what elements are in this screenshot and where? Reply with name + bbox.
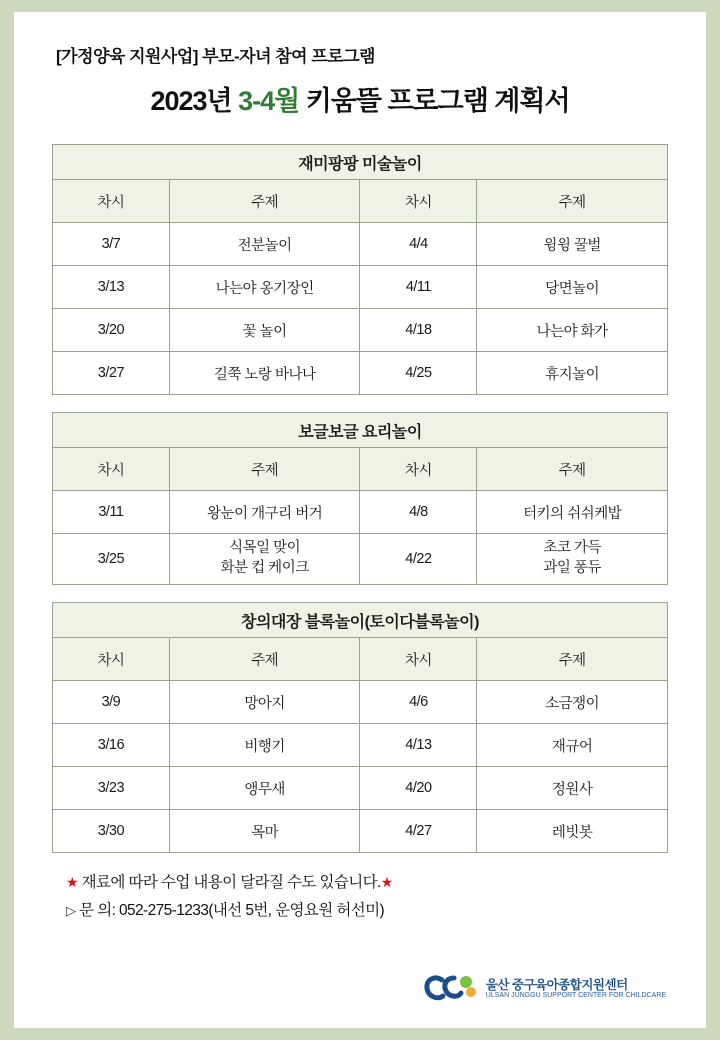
table-header-row <box>53 638 668 681</box>
column-header: 차시 <box>53 638 170 681</box>
cell-session: 3/7 <box>53 223 170 266</box>
cell-topic: 터키의 쉬쉬케밥 <box>477 491 668 534</box>
table-row <box>53 724 668 767</box>
cell-topic: 당면놀이 <box>477 266 668 309</box>
cell-session: 3/13 <box>53 266 170 309</box>
footer-logo <box>424 972 666 1006</box>
cell-topic: 비행기 <box>169 724 360 767</box>
notes-block <box>52 870 668 920</box>
cell-session: 4/4 <box>360 223 477 266</box>
table-row <box>53 767 668 810</box>
cell-session: 4/6 <box>360 681 477 724</box>
cell-topic: 레빗봇 <box>477 810 668 853</box>
section-title-row <box>53 145 668 180</box>
note-contact <box>66 898 668 920</box>
cell-session: 3/30 <box>53 810 170 853</box>
cell-topic: 전분놀이 <box>169 223 360 266</box>
title-suffix: 키움뜰 프로그램 계획서 <box>299 86 570 116</box>
cell-topic: 목마 <box>169 810 360 853</box>
triangle-bullet-icon: ▷ <box>66 903 76 918</box>
section-title: 보글보글 요리놀이 <box>53 413 668 448</box>
cell-topic: 정원사 <box>477 767 668 810</box>
page-title <box>42 79 678 118</box>
cell-topic: 왕눈이 개구리 버거 <box>169 491 360 534</box>
document-subtitle: [가정양육 지원사업] 부모-자녀 참여 프로그램 <box>56 47 375 66</box>
column-header: 주제 <box>477 180 668 223</box>
star-icon: ★ <box>66 874 78 890</box>
document-page <box>14 12 706 1028</box>
cell-topic: 나는야 옹기장인 <box>169 266 360 309</box>
cell-topic: 꽃 놀이 <box>169 309 360 352</box>
center-logo-icon <box>424 972 478 1006</box>
note-materials <box>66 870 668 892</box>
note-contact-text: 문 의: 052-275-1233(내선 5번, 운영요원 허선미) <box>79 902 385 919</box>
table-row <box>53 534 668 585</box>
title-accent: 3-4월 <box>238 86 300 116</box>
section-title: 재미팡팡 미술놀이 <box>53 145 668 180</box>
table-row <box>53 266 668 309</box>
cell-session: 3/11 <box>53 491 170 534</box>
column-header: 주제 <box>477 638 668 681</box>
cell-topic: 초코 가득 과일 퐁듀 <box>477 534 668 585</box>
table-row <box>53 309 668 352</box>
table-header-row <box>53 448 668 491</box>
section-title: 창의대장 블록놀이(토이다블록놀이) <box>53 603 668 638</box>
column-header: 차시 <box>53 180 170 223</box>
note-materials-text: 재료에 따라 수업 내용이 달라질 수도 있습니다. <box>81 874 381 891</box>
table-row <box>53 352 668 395</box>
cell-session: 4/18 <box>360 309 477 352</box>
column-header: 주제 <box>169 180 360 223</box>
column-header: 차시 <box>360 180 477 223</box>
star-icon: ★ <box>380 874 393 890</box>
cell-topic: 앵무새 <box>169 767 360 810</box>
footer-org <box>486 978 666 1000</box>
cell-session: 3/27 <box>53 352 170 395</box>
column-header: 차시 <box>360 638 477 681</box>
footer-org-en: ULSAN JUNGGU SUPPORT CENTER FOR CHILDCARE <box>485 992 666 1000</box>
table-row <box>53 491 668 534</box>
column-header: 차시 <box>53 448 170 491</box>
program-table-cooking <box>52 412 668 585</box>
footer-org-kr: 울산 중구육아종합지원센터 <box>485 977 628 992</box>
cell-topic: 윙윙 꿀벌 <box>477 223 668 266</box>
program-table-blocks <box>52 602 668 853</box>
table-row <box>53 681 668 724</box>
table-row <box>53 810 668 853</box>
table-row <box>53 223 668 266</box>
cell-topic: 재규어 <box>477 724 668 767</box>
column-header: 주제 <box>477 448 668 491</box>
cell-topic: 소금쟁이 <box>477 681 668 724</box>
cell-topic: 식목일 맞이 화분 컵 케이크 <box>169 534 360 585</box>
cell-topic: 휴지놀이 <box>477 352 668 395</box>
table-header-row <box>53 180 668 223</box>
cell-topic: 망아지 <box>169 681 360 724</box>
cell-session: 3/23 <box>53 767 170 810</box>
column-header: 주제 <box>169 638 360 681</box>
section-title-row <box>53 413 668 448</box>
column-header: 차시 <box>360 448 477 491</box>
section-title-row <box>53 603 668 638</box>
cell-topic: 나는야 화가 <box>477 309 668 352</box>
cell-session: 4/20 <box>360 767 477 810</box>
title-prefix: 2023년 <box>150 86 239 116</box>
cell-session: 4/27 <box>360 810 477 853</box>
cell-session: 4/8 <box>360 491 477 534</box>
cell-topic: 길쭉 노랑 바나나 <box>169 352 360 395</box>
cell-session: 3/16 <box>53 724 170 767</box>
program-tables <box>42 144 678 920</box>
cell-session: 4/22 <box>360 534 477 585</box>
cell-session: 4/13 <box>360 724 477 767</box>
cell-session: 4/25 <box>360 352 477 395</box>
cell-session: 3/20 <box>53 309 170 352</box>
cell-session: 4/11 <box>360 266 477 309</box>
cell-session: 3/25 <box>53 534 170 585</box>
cell-session: 3/9 <box>53 681 170 724</box>
program-table-art <box>52 144 668 395</box>
column-header: 주제 <box>169 448 360 491</box>
